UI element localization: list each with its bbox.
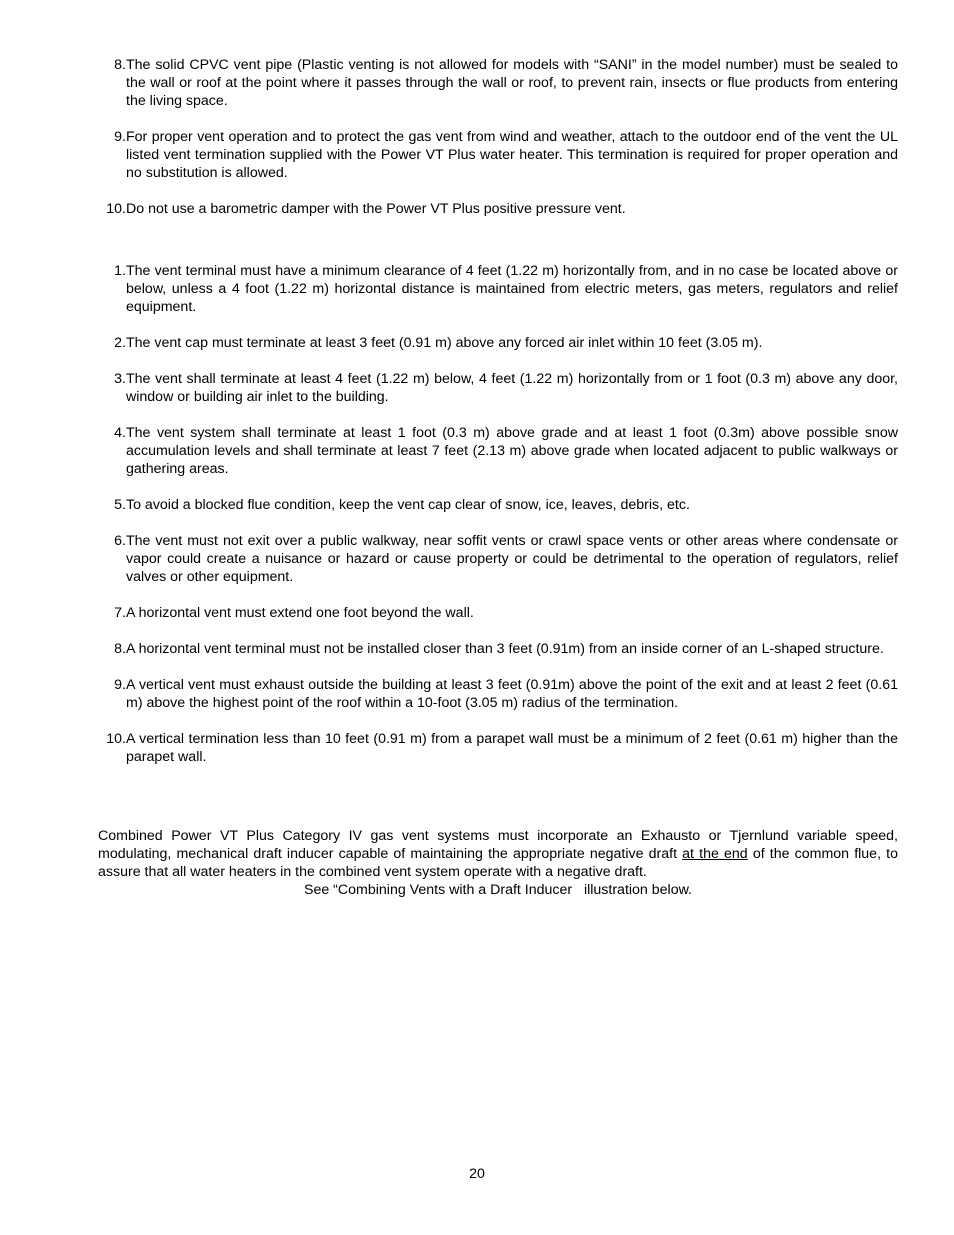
item-text: The vent cap must terminate at least 3 feet (0.91 m) above any forced air inlet within 10 feet (3.05 m). bbox=[126, 335, 763, 351]
list-item bbox=[90, 200, 898, 218]
see-illustration-line: See “Combining Vents with a Draft Inducer illustration below. bbox=[304, 882, 692, 898]
item-number: 3. bbox=[114, 371, 126, 387]
list-item bbox=[90, 424, 898, 478]
combined-text-part2: of the common flue, to assure that all water heaters in the combined vent system operate with a negative draft. bbox=[98, 846, 898, 880]
list-item bbox=[90, 128, 898, 182]
combined-vent-paragraph bbox=[98, 827, 898, 881]
list-item bbox=[90, 730, 898, 766]
item-number: 10. bbox=[106, 201, 126, 217]
item-number: 6. bbox=[114, 533, 126, 549]
page-number: 20 bbox=[469, 1166, 485, 1182]
list-item bbox=[90, 370, 898, 406]
item-text: The solid CPVC vent pipe (Plastic venting is not allowed for models with “SANI” in the model number) must be sealed to the wall or roof at the point where it passes through the wall or roof, to prevent rain, insects or flue products from entering the living space. bbox=[126, 57, 898, 109]
list-item bbox=[90, 604, 898, 622]
vent-termination-list bbox=[90, 262, 898, 784]
item-text: The vent terminal must have a minimum clearance of 4 feet (1.22 m) horizontally from, and in no case be located above or below, unless a 4 foot (1.22 m) horizontal distance is maintained from electric meters, gas meters, regulators and relief equipment. bbox=[126, 263, 898, 315]
list-item bbox=[90, 262, 898, 316]
item-number: 4. bbox=[114, 425, 126, 441]
item-text: The vent must not exit over a public walkway, near soffit vents or crawl space vents or other areas where condensate or vapor could create a nuisance or hazard or cause property or could be detrimental to the operation of regulators, relief valves or other equipment. bbox=[126, 533, 898, 585]
list-item bbox=[90, 676, 898, 712]
vent-requirements-list bbox=[90, 56, 898, 236]
list-item bbox=[90, 56, 898, 110]
item-text: The vent system shall terminate at least 1 foot (0.3 m) above grade and at least 1 foot (0.3m) above possible snow accumulation levels and shall terminate at least 7 feet (2.13 m) above grade when located adjacent to public walkways or gathering areas. bbox=[126, 425, 898, 477]
item-number: 8. bbox=[114, 641, 126, 657]
item-text: To avoid a blocked flue condition, keep the vent cap clear of snow, ice, leaves, debris, etc. bbox=[126, 497, 690, 513]
list-item bbox=[90, 640, 898, 658]
item-number: 7. bbox=[114, 605, 126, 621]
underlined-text: at the end bbox=[682, 846, 748, 862]
item-text: A vertical vent must exhaust outside the building at least 3 feet (0.91m) above the point of the exit and at least 2 feet (0.61 m) above the highest point of the roof within a 10-foot (3.05 m) radius of the termination. bbox=[126, 677, 898, 711]
item-number: 9. bbox=[114, 129, 126, 145]
combined-text-part1: Combined Power VT Plus Category IV gas vent systems must incorporate an Exhausto or Tjernlund variable speed, modulating, mechanical draft inducer capable of maintaining the appropriate negative draft bbox=[98, 828, 898, 862]
list-item bbox=[90, 496, 898, 514]
list-item bbox=[90, 532, 898, 586]
item-number: 2. bbox=[114, 335, 126, 351]
item-text: A horizontal vent must extend one foot beyond the wall. bbox=[126, 605, 474, 621]
item-text: Do not use a barometric damper with the Power VT Plus positive pressure vent. bbox=[126, 201, 626, 217]
item-number: 9. bbox=[114, 677, 126, 693]
item-text: A horizontal vent terminal must not be installed closer than 3 feet (0.91m) from an inside corner of an L-shaped structure. bbox=[126, 641, 884, 657]
item-number: 1. bbox=[114, 263, 126, 279]
item-text: The vent shall terminate at least 4 feet (1.22 m) below, 4 feet (1.22 m) horizontally from or 1 foot (0.3 m) above any door, window or building air inlet to the building. bbox=[126, 371, 898, 405]
item-text: For proper vent operation and to protect the gas vent from wind and weather, attach to the outdoor end of the vent the UL listed vent termination supplied with the Power VT Plus water heater. This termination is required for proper operation and no substitution is allowed. bbox=[126, 129, 898, 181]
list-item bbox=[90, 334, 898, 352]
item-number: 10. bbox=[106, 731, 126, 747]
item-number: 8. bbox=[114, 57, 126, 73]
item-text: A vertical termination less than 10 feet (0.91 m) from a parapet wall must be a minimum of 2 feet (0.61 m) higher than the parapet wall. bbox=[126, 731, 898, 765]
item-number: 5. bbox=[114, 497, 126, 513]
